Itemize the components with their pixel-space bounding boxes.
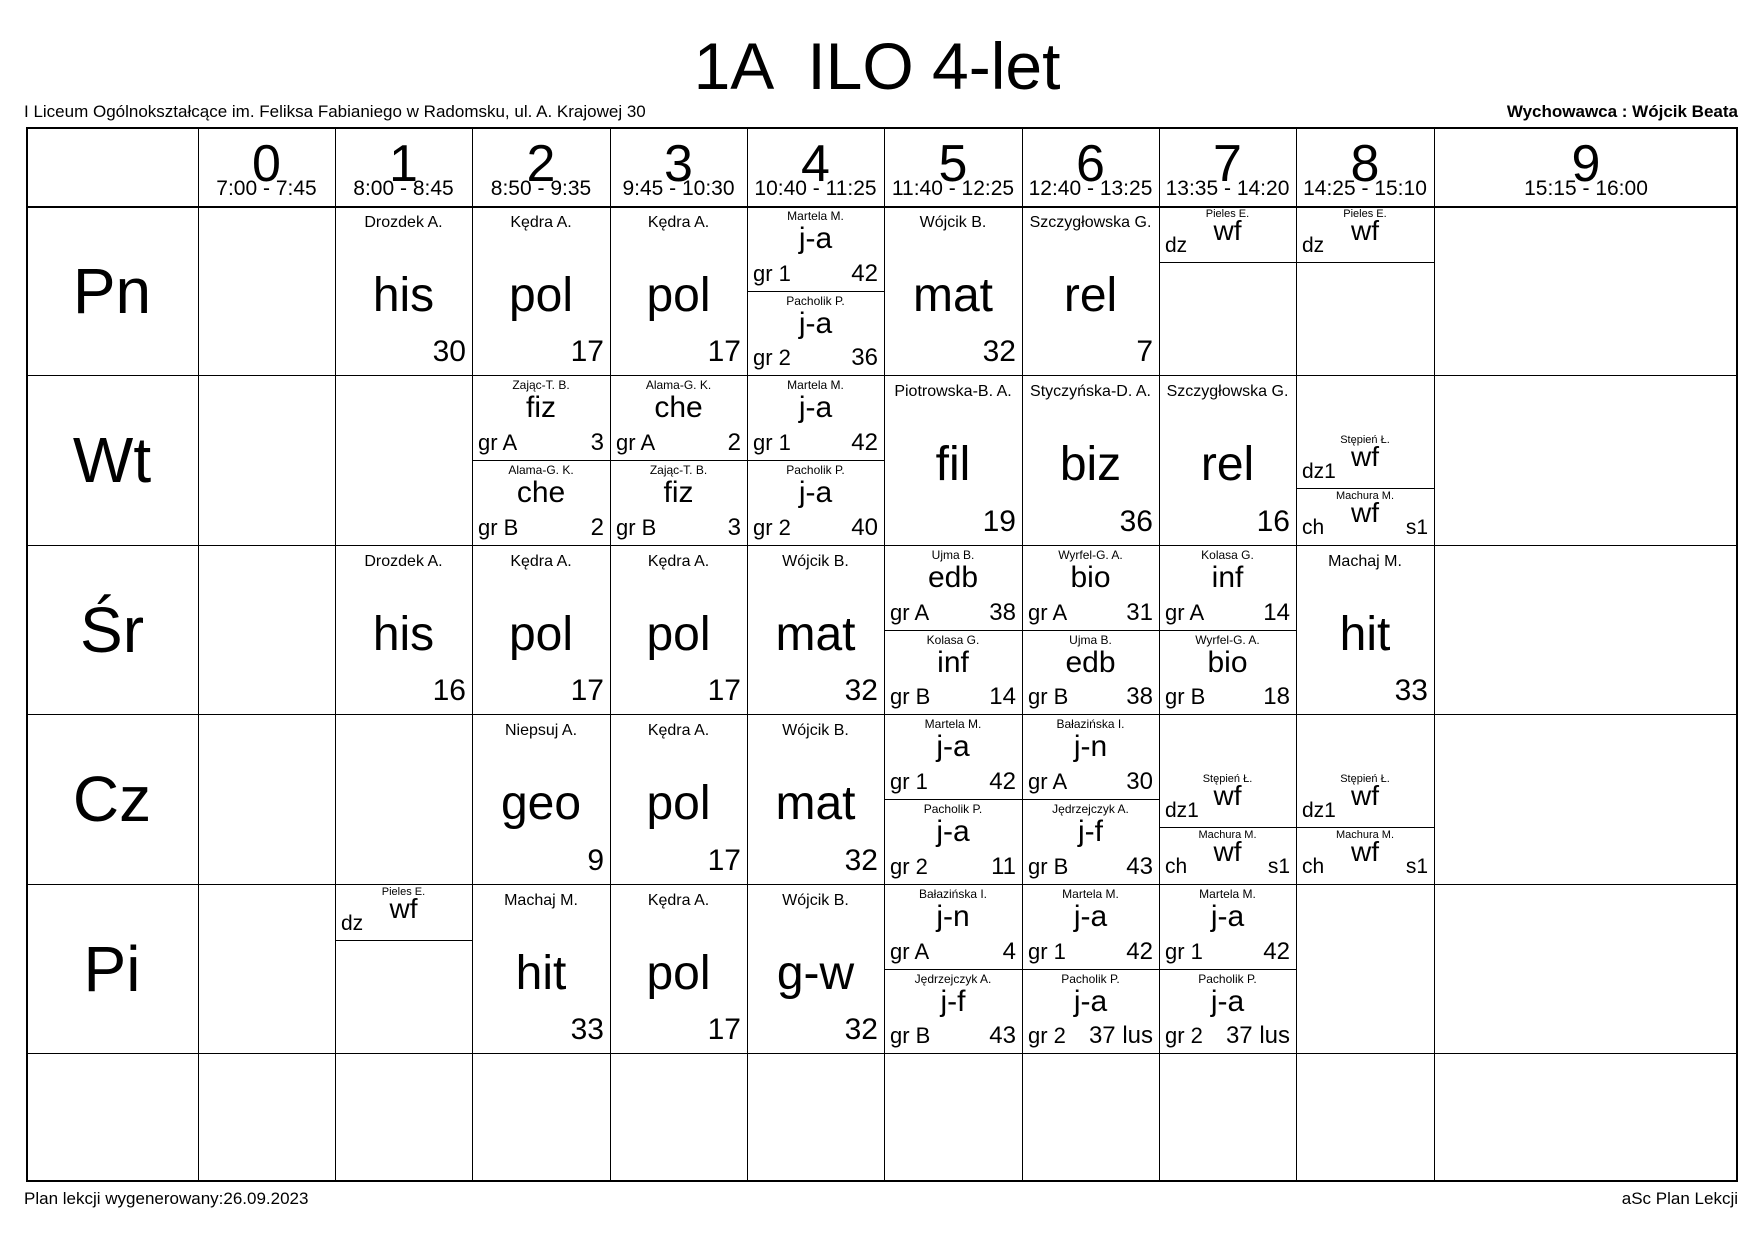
- lesson-cell: [747, 206, 884, 291]
- software-credit: aSc Plan Lekcji: [1621, 1189, 1738, 1208]
- lesson-cell: [472, 375, 610, 460]
- lesson-cell: [335, 884, 472, 940]
- column-line: [1296, 127, 1297, 1182]
- generated-date: Plan lekcji wygenerowany:26.09.2023: [24, 1189, 309, 1208]
- lesson-teacher: Bałazińska I.: [918, 887, 988, 901]
- lesson-teacher: Machaj M.: [1328, 553, 1402, 570]
- lesson-subject: j-n: [1073, 730, 1108, 763]
- lesson-subject: che: [516, 476, 566, 509]
- lesson-room: 33: [570, 1013, 604, 1046]
- lesson-subject: inf: [937, 646, 969, 679]
- lesson-cell: [884, 969, 1022, 1053]
- lesson-teacher: Zając-T. B.: [512, 378, 570, 392]
- row-line: [26, 545, 1738, 546]
- lesson-cell: [1296, 206, 1434, 262]
- lesson-teacher: Pacholik P.: [923, 802, 983, 816]
- lesson-teacher: Wójcik B.: [782, 722, 849, 739]
- lesson-subject: pol: [646, 777, 711, 830]
- lesson-room: 17: [707, 335, 741, 368]
- lesson-subject: j-a: [1210, 985, 1245, 1018]
- lesson-room: 42: [989, 768, 1016, 795]
- period-number: 2: [526, 135, 556, 193]
- lesson-room: 37 lus: [1225, 1022, 1290, 1049]
- period-header-9: [1434, 127, 1738, 206]
- lesson-room: 17: [707, 1013, 741, 1046]
- lesson-cell: [610, 375, 747, 460]
- day-label-0: Pn: [72, 254, 152, 327]
- column-line: [884, 127, 885, 1182]
- lesson-group: dz: [1165, 234, 1188, 257]
- lesson-group: gr 2: [753, 345, 791, 370]
- lesson-room: 3: [590, 429, 604, 456]
- lesson-teacher: Stępień Ł.: [1202, 773, 1253, 785]
- day-label-3: Cz: [72, 763, 152, 835]
- lesson-cell: [1022, 714, 1159, 799]
- period-time: 11:40 - 12:25: [891, 177, 1015, 200]
- column-line: [610, 127, 611, 1182]
- period-number: 9: [1571, 135, 1601, 193]
- lesson-room: 3: [727, 514, 741, 541]
- column-line: [747, 127, 748, 1182]
- lesson-subject: pol: [508, 608, 574, 661]
- lesson-room: s1: [1267, 855, 1290, 878]
- lesson-cell: [1296, 827, 1434, 884]
- lesson-cell: [335, 206, 472, 375]
- lesson-teacher: Stępień Ł.: [1340, 773, 1390, 785]
- lesson-room: 17: [570, 674, 604, 707]
- lesson-cell: [1022, 206, 1159, 375]
- row-line: [26, 884, 1738, 885]
- lesson-teacher: Kędra A.: [647, 553, 710, 570]
- header-line: [26, 206, 1738, 208]
- lesson-group: gr B: [890, 1023, 931, 1048]
- lesson-teacher: Martela M.: [1199, 887, 1256, 901]
- lesson-teacher: Wyrfel-G. A.: [1195, 633, 1260, 647]
- lesson-group: ch: [1302, 516, 1325, 539]
- lesson-subject: biz: [1059, 438, 1122, 491]
- lesson-teacher: Szczygłowska G.: [1029, 214, 1152, 231]
- lesson-teacher: Machura M.: [1198, 829, 1257, 841]
- day-label-4: Pi: [83, 932, 141, 1005]
- lesson-subject: j-a: [798, 307, 833, 340]
- lesson-group: gr B: [1028, 854, 1069, 879]
- lesson-subject: mat: [775, 777, 856, 830]
- lesson-room: 9: [587, 844, 604, 877]
- slot-divider: [335, 940, 472, 941]
- lesson-cell: [610, 460, 747, 545]
- lesson-cell: [884, 884, 1022, 969]
- lesson-room: 14: [989, 683, 1016, 710]
- lesson-group: gr 1: [890, 769, 928, 794]
- lesson-room: 43: [1126, 853, 1153, 880]
- lesson-teacher: Wójcik B.: [782, 553, 849, 570]
- lesson-room: 18: [1263, 683, 1290, 710]
- lesson-room: 19: [982, 505, 1016, 538]
- lesson-subject: j-a: [1073, 985, 1108, 1018]
- lesson-subject: wf: [1351, 780, 1379, 811]
- lesson-subject: wf: [1351, 497, 1379, 528]
- lesson-subject: j-f: [1078, 815, 1103, 848]
- lesson-subject: fiz: [663, 476, 694, 509]
- slot-divider: [1296, 262, 1434, 263]
- lesson-teacher: Niepsuj A.: [504, 722, 578, 739]
- lesson-subject: pol: [646, 269, 711, 322]
- lesson-teacher: Piotrowska-B. A.: [894, 383, 1012, 400]
- lesson-teacher: Bałazińska I.: [1056, 717, 1125, 731]
- lesson-group: gr A: [1028, 600, 1068, 625]
- period-number: 3: [664, 135, 693, 193]
- period-time: 14:25 - 15:10: [1303, 177, 1427, 200]
- period-header-4: [747, 127, 884, 206]
- lesson-subject: his: [372, 269, 435, 322]
- lesson-teacher: Stępień Ł.: [1340, 434, 1390, 446]
- lesson-teacher: Kędra A.: [647, 722, 710, 739]
- lesson-group: gr 1: [1165, 939, 1203, 964]
- lesson-room: 7: [1136, 335, 1153, 368]
- lesson-group: gr 1: [753, 261, 791, 286]
- lesson-cell: [747, 291, 884, 375]
- lesson-room: 14: [1263, 599, 1290, 626]
- lesson-subject: bio: [1207, 646, 1248, 679]
- lesson-subject: wf: [1213, 215, 1242, 246]
- lesson-room: 32: [982, 335, 1016, 368]
- period-number: 7: [1213, 135, 1242, 193]
- period-time: 15:15 - 16:00: [1524, 177, 1648, 200]
- lesson-room: 33: [1394, 674, 1428, 707]
- lesson-cell: [335, 545, 472, 714]
- lesson-group: gr B: [478, 515, 519, 540]
- lesson-room: 38: [989, 599, 1016, 626]
- period-header-3: [610, 127, 747, 206]
- lesson-group: gr B: [1028, 684, 1069, 709]
- lesson-subject: inf: [1211, 561, 1244, 594]
- lesson-group: gr A: [478, 430, 518, 455]
- lesson-subject: hit: [1339, 608, 1391, 661]
- lesson-subject: j-f: [940, 985, 966, 1018]
- period-header-7: [1159, 127, 1296, 206]
- period-number: 6: [1076, 135, 1105, 193]
- lesson-room: 11: [991, 853, 1016, 880]
- lesson-room: 32: [844, 674, 878, 707]
- lesson-cell: [884, 375, 1022, 545]
- lesson-group: gr B: [890, 684, 931, 709]
- period-time: 9:45 - 10:30: [622, 177, 735, 200]
- lesson-cell: [1022, 884, 1159, 969]
- lesson-cell: [1296, 488, 1434, 545]
- period-time: 8:50 - 9:35: [490, 177, 592, 200]
- lesson-room: 36: [851, 344, 878, 371]
- lesson-group: gr 2: [890, 854, 928, 879]
- lesson-teacher: Martela M.: [1062, 887, 1119, 901]
- lesson-cell: [472, 884, 610, 1053]
- lesson-group: gr 1: [753, 430, 791, 455]
- lesson-teacher: Martela M.: [787, 209, 844, 223]
- period-number: 1: [389, 135, 418, 193]
- lesson-teacher: Ujma B.: [1069, 633, 1112, 647]
- lesson-room: 42: [851, 260, 878, 287]
- lesson-subject: bio: [1070, 561, 1111, 594]
- lesson-cell: [747, 884, 884, 1053]
- lesson-subject: g-w: [776, 947, 855, 1000]
- lesson-cell: [1159, 545, 1296, 630]
- lesson-group: gr A: [890, 939, 930, 964]
- lesson-group: gr 1: [1028, 939, 1066, 964]
- lesson-teacher: Alama-G. K.: [508, 463, 574, 477]
- lesson-cell: [1022, 799, 1159, 884]
- lesson-cell: [1022, 545, 1159, 630]
- row-line: [26, 1053, 1738, 1054]
- period-header-2: [472, 127, 610, 206]
- period-time: 10:40 - 11:25: [754, 177, 877, 200]
- lesson-cell: [884, 206, 1022, 375]
- lesson-teacher: Kędra A.: [510, 214, 572, 231]
- lesson-cell: [1159, 375, 1296, 545]
- lesson-teacher: Drozdek A.: [364, 553, 443, 570]
- lesson-cell: [1159, 630, 1296, 714]
- lesson-subject: mat: [912, 269, 993, 322]
- lesson-teacher: Styczyńska-D. A.: [1030, 383, 1151, 400]
- lesson-teacher: Drozdek A.: [364, 214, 443, 231]
- lesson-cell: [1296, 771, 1434, 827]
- lesson-subject: edb: [1065, 646, 1116, 679]
- lesson-subject: j-a: [1073, 900, 1108, 933]
- lesson-room: 42: [851, 429, 878, 456]
- lesson-subject: wf: [1351, 215, 1379, 246]
- lesson-subject: j-n: [936, 900, 970, 933]
- lesson-cell: [1159, 771, 1296, 827]
- lesson-teacher: Wyrfel-G. A.: [1058, 548, 1123, 562]
- lesson-group: dz1: [1302, 799, 1336, 822]
- lesson-subject: edb: [927, 561, 979, 594]
- lesson-cell: [610, 545, 747, 714]
- lesson-group: gr A: [890, 600, 930, 625]
- lesson-room: 17: [707, 844, 741, 877]
- lesson-teacher: Machura M.: [1335, 829, 1395, 841]
- lesson-group: dz: [1302, 234, 1325, 257]
- lesson-subject: j-a: [798, 391, 833, 424]
- period-header-5: [884, 127, 1022, 206]
- lesson-teacher: Pieles E.: [381, 886, 426, 898]
- lesson-cell: [1022, 375, 1159, 545]
- lesson-teacher: Machura M.: [1335, 490, 1395, 502]
- column-line: [198, 127, 199, 1182]
- lesson-cell: [747, 714, 884, 884]
- lesson-teacher: Machaj M.: [504, 892, 578, 909]
- lesson-cell: [1296, 545, 1434, 714]
- lesson-subject: wf: [1213, 836, 1242, 867]
- lesson-subject: j-a: [936, 730, 970, 763]
- lesson-subject: his: [372, 608, 435, 661]
- lesson-teacher: Wójcik B.: [782, 892, 849, 909]
- lesson-room: s1: [1405, 855, 1428, 878]
- lesson-teacher: Pacholik P.: [1198, 972, 1257, 986]
- period-number: 0: [252, 135, 281, 193]
- lesson-room: 16: [1256, 505, 1290, 538]
- lesson-group: ch: [1302, 855, 1325, 878]
- lesson-room: 16: [432, 674, 466, 707]
- period-time: 12:40 - 13:25: [1028, 177, 1153, 200]
- lesson-group: dz: [341, 912, 364, 935]
- period-header-0: [198, 127, 335, 206]
- lesson-teacher: Pacholik P.: [1061, 972, 1120, 986]
- lesson-subject: j-a: [798, 222, 833, 255]
- lesson-teacher: Kędra A.: [510, 553, 572, 570]
- lesson-cell: [1022, 630, 1159, 714]
- lesson-cell: [610, 714, 747, 884]
- lesson-subject: wf: [1213, 780, 1242, 811]
- lesson-room: 2: [727, 429, 741, 456]
- lesson-teacher: Pacholik P.: [786, 294, 845, 308]
- lesson-room: 17: [570, 335, 604, 368]
- lesson-subject: fil: [935, 438, 971, 491]
- lesson-subject: j-a: [936, 815, 970, 848]
- lesson-teacher: Jędrzejczyk A.: [914, 972, 992, 986]
- lesson-subject: pol: [508, 269, 574, 322]
- lesson-room: 17: [707, 674, 741, 707]
- lesson-teacher: Jędrzejczyk A.: [1052, 802, 1129, 816]
- lesson-teacher: Pieles E.: [1343, 208, 1387, 220]
- lesson-teacher: Kolasa G.: [926, 633, 980, 647]
- lesson-group: dz1: [1165, 799, 1199, 822]
- lesson-cell: [1159, 827, 1296, 884]
- column-line: [335, 127, 336, 1182]
- lesson-subject: geo: [500, 777, 582, 830]
- row-line: [26, 375, 1738, 376]
- lesson-subject: hit: [515, 947, 567, 1000]
- period-number: 4: [801, 135, 830, 193]
- lesson-teacher: Pacholik P.: [786, 463, 845, 477]
- period-time: 13:35 - 14:20: [1165, 177, 1290, 200]
- lesson-teacher: Szczygłowska G.: [1166, 383, 1289, 400]
- lesson-room: 36: [1119, 505, 1153, 538]
- period-number: 5: [938, 135, 968, 193]
- lesson-room: 32: [844, 1013, 878, 1046]
- period-number: 8: [1350, 135, 1380, 193]
- lesson-room: 4: [1002, 938, 1016, 965]
- lesson-subject: wf: [1351, 836, 1379, 867]
- lesson-subject: wf: [389, 893, 418, 924]
- lesson-cell: [1159, 206, 1296, 262]
- lesson-subject: pol: [646, 947, 711, 1000]
- lesson-group: gr A: [1165, 600, 1205, 625]
- lesson-cell: [884, 799, 1022, 884]
- lesson-cell: [1159, 969, 1296, 1053]
- lesson-cell: [747, 545, 884, 714]
- lesson-cell: [884, 545, 1022, 630]
- school-name: I Liceum Ogólnokształcące im. Feliksa Fabianiego w Radomsku, ul. A. Krajowej 30: [24, 102, 646, 121]
- lesson-cell: [1022, 969, 1159, 1053]
- row-line: [26, 714, 1738, 715]
- lesson-subject: mat: [775, 608, 856, 661]
- lesson-teacher: Wójcik B.: [919, 214, 987, 231]
- page-title: 1A ILO 4-let: [693, 29, 1061, 103]
- lesson-room: 38: [1126, 683, 1153, 710]
- lesson-group: gr 2: [753, 515, 791, 540]
- lesson-room: 40: [851, 514, 878, 541]
- lesson-cell: [1296, 432, 1434, 488]
- lesson-cell: [610, 206, 747, 375]
- lesson-teacher: Kędra A.: [647, 892, 710, 909]
- column-line: [1434, 127, 1435, 1182]
- day-label-2: Śr: [80, 593, 144, 666]
- lesson-subject: rel: [1063, 269, 1118, 322]
- period-time: 8:00 - 8:45: [353, 177, 454, 200]
- lesson-group: gr B: [616, 515, 657, 540]
- period-header-8: [1296, 127, 1434, 206]
- lesson-room: 31: [1126, 599, 1153, 626]
- lesson-room: 32: [844, 844, 878, 877]
- lesson-group: gr 2: [1028, 1023, 1066, 1048]
- lesson-cell: [747, 375, 884, 460]
- lesson-teacher: Zając-T. B.: [649, 463, 708, 477]
- lesson-cell: [610, 884, 747, 1053]
- lesson-cell: [472, 206, 610, 375]
- lesson-teacher: Kędra A.: [647, 214, 710, 231]
- lesson-cell: [884, 630, 1022, 714]
- period-header-6: [1022, 127, 1159, 206]
- lesson-teacher: Alama-G. K.: [645, 378, 712, 392]
- lesson-subject: rel: [1200, 438, 1255, 491]
- lesson-cell: [747, 460, 884, 545]
- lesson-cell: [472, 460, 610, 545]
- lesson-subject: j-a: [798, 476, 833, 509]
- lesson-group: ch: [1165, 855, 1188, 878]
- lesson-cell: [1159, 884, 1296, 969]
- lesson-teacher: Pieles E.: [1205, 208, 1250, 220]
- lesson-room: s1: [1405, 516, 1428, 539]
- column-line: [472, 127, 473, 1182]
- lesson-group: gr A: [616, 430, 656, 455]
- period-time: 7:00 - 7:45: [216, 177, 317, 200]
- lesson-teacher: Kolasa G.: [1201, 548, 1254, 562]
- slot-divider: [1159, 262, 1296, 263]
- lesson-cell: [472, 714, 610, 884]
- column-line: [1022, 127, 1023, 1182]
- lesson-room: 37 lus: [1088, 1022, 1153, 1049]
- lesson-subject: j-a: [1210, 900, 1245, 933]
- lesson-room: 30: [432, 335, 466, 368]
- lesson-room: 2: [590, 514, 604, 541]
- lesson-teacher: Ujma B.: [931, 548, 975, 562]
- day-label-1: Wt: [72, 424, 152, 496]
- homeroom-teacher: Wychowawca : Wójcik Beata: [1506, 102, 1738, 121]
- lesson-subject: pol: [646, 608, 711, 661]
- lesson-group: gr 2: [1165, 1023, 1203, 1048]
- lesson-subject: wf: [1351, 441, 1379, 472]
- lesson-room: 42: [1126, 938, 1153, 965]
- lesson-room: 42: [1263, 938, 1290, 965]
- lesson-teacher: Martela M.: [924, 717, 982, 731]
- lesson-room: 43: [989, 1022, 1016, 1049]
- lesson-group: dz1: [1302, 460, 1336, 483]
- lesson-teacher: Martela M.: [787, 378, 844, 392]
- column-line: [1159, 127, 1160, 1182]
- lesson-room: 30: [1126, 768, 1153, 795]
- lesson-cell: [472, 545, 610, 714]
- lesson-subject: che: [654, 391, 703, 424]
- lesson-cell: [884, 714, 1022, 799]
- lesson-group: gr B: [1165, 684, 1206, 709]
- lesson-group: gr A: [1028, 769, 1068, 794]
- timetable-grid: [26, 127, 1738, 1182]
- period-header-1: [335, 127, 472, 206]
- lesson-subject: fiz: [526, 391, 556, 424]
